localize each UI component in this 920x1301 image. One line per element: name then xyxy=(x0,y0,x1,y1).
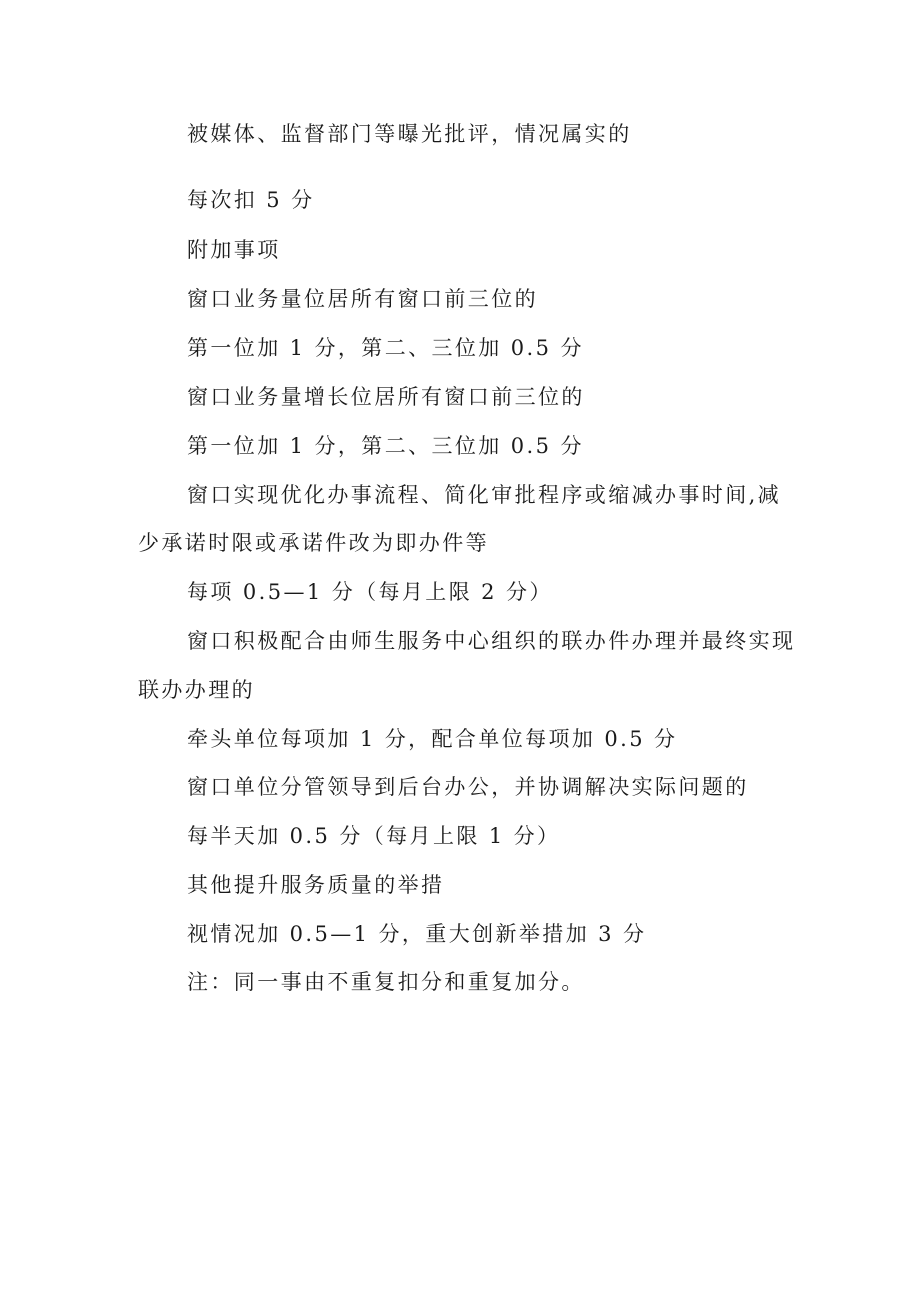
text-line-12: 联办办理的 xyxy=(138,678,255,702)
text-line-4: 窗口业务量位居所有窗口前三位的 xyxy=(187,287,538,311)
text-line-17: 视情况加 0.5—1 分，重大创新举措加 3 分 xyxy=(187,922,647,946)
text-line-11: 窗口积极配合由师生服务中心组织的联办件办理并最终实现 xyxy=(187,629,796,653)
text-line-14: 窗口单位分管领导到后台办公，并协调解决实际问题的 xyxy=(187,775,749,799)
text-line-9: 少承诺时限或承诺件改为即办件等 xyxy=(138,531,489,555)
text-line-5: 第一位加 1 分，第二、三位加 0.5 分 xyxy=(187,336,584,360)
text-line-10: 每项 0.5—1 分（每月上限 2 分） xyxy=(187,580,553,604)
text-line-7: 第一位加 1 分，第二、三位加 0.5 分 xyxy=(187,434,584,458)
text-line-3: 附加事项 xyxy=(187,238,281,262)
text-line-6: 窗口业务量增长位居所有窗口前三位的 xyxy=(187,385,585,409)
text-line-18: 注：同一事由不重复扣分和重复加分。 xyxy=(187,970,585,994)
text-line-15: 每半天加 0.5 分（每月上限 1 分） xyxy=(187,824,561,848)
text-line-1: 被媒体、监督部门等曝光批评，情况属实的 xyxy=(187,122,632,146)
text-line-8: 窗口实现优化办事流程、简化审批程序或缩减办事时间,减 xyxy=(187,483,782,507)
text-line-2: 每次扣 5 分 xyxy=(187,188,315,212)
text-line-13: 牵头单位每项加 1 分，配合单位每项加 0.5 分 xyxy=(187,727,678,751)
text-line-16: 其他提升服务质量的举措 xyxy=(187,873,445,897)
